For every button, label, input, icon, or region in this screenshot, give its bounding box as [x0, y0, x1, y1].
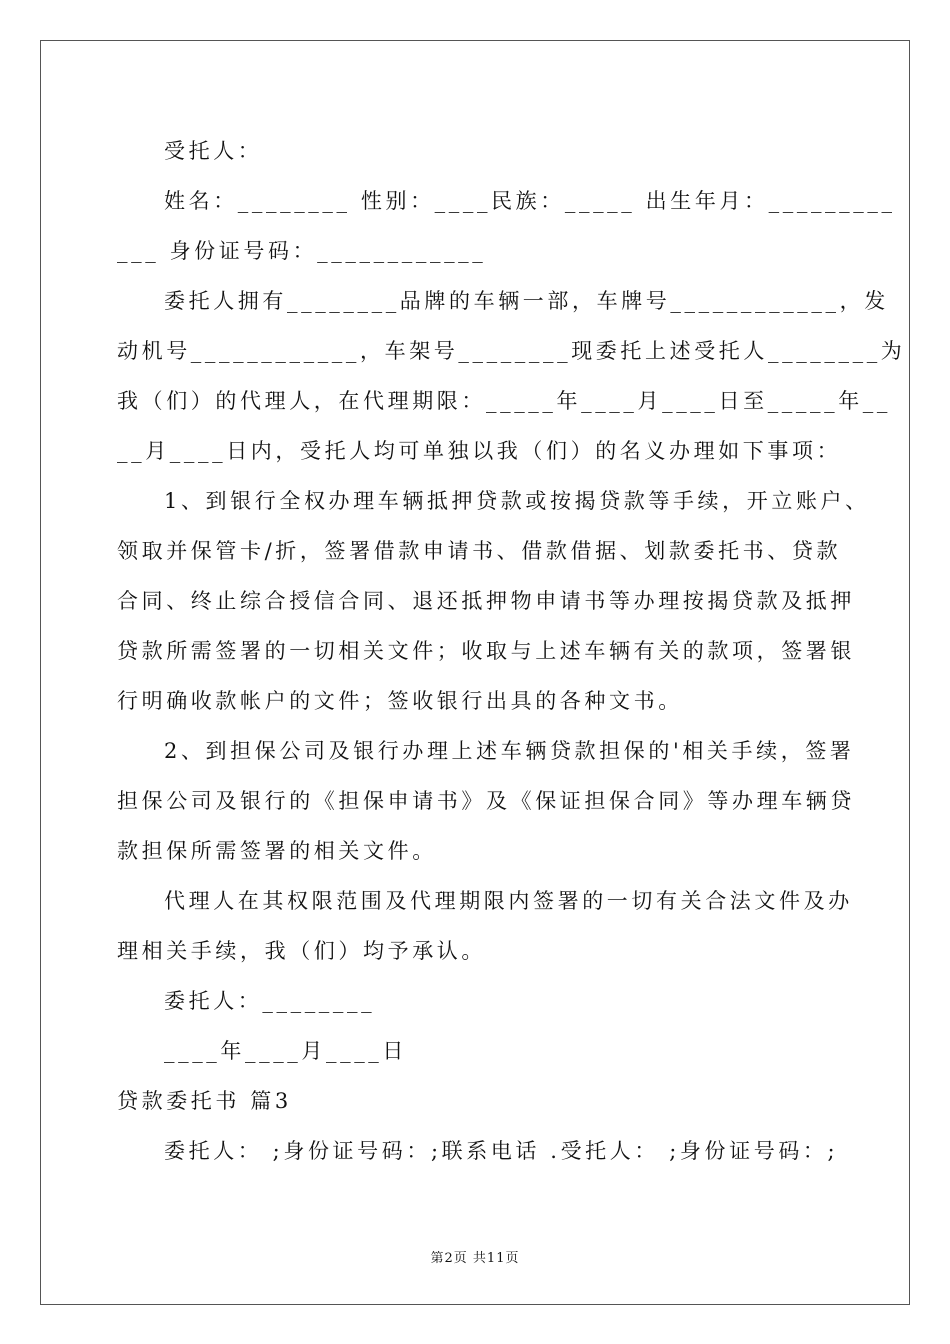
- text-line: 姓名：________ 性别：____民族：_____ 出生年月：_________: [164, 189, 896, 213]
- text-line: 我（们）的代理人，在代理期限：_____年____月____日至_____年__: [117, 389, 891, 413]
- text-line: 行明确收款帐户的文件；签收银行出具的各种文书。: [117, 689, 683, 713]
- text-line: 动机号____________，车架号________现委托上述受托人________为: [117, 339, 906, 363]
- text-line: 合同、终止综合授信合同、退还抵押物申请书等办理按揭贷款及抵押: [117, 589, 855, 613]
- text-line: 贷款所需签署的一切相关文件；收取与上述车辆有关的款项，签署银: [117, 639, 855, 663]
- text-line: 款担保所需签署的相关文件。: [117, 839, 437, 863]
- signature-line: 委托人：________: [164, 989, 376, 1013]
- text-line: 委托人拥有________品牌的车辆一部，车牌号____________，发: [164, 289, 889, 313]
- section-title: 贷款委托书 篇3: [117, 1089, 292, 1113]
- text-line: 受托人：: [164, 139, 263, 163]
- page-footer: 第2页 共11页: [430, 1251, 520, 1266]
- text-line: 2、到担保公司及银行办理上述车辆贷款担保的'相关手续，签署: [164, 739, 855, 763]
- text-line: 理相关手续，我（们）均予承认。: [117, 939, 486, 963]
- text-line: 担保公司及银行的《担保申请书》及《保证担保合同》等办理车辆贷: [117, 789, 855, 813]
- text-line: 1、到银行全权办理车辆抵押贷款或按揭贷款等手续，开立账户、: [164, 489, 870, 513]
- text-line: 代理人在其权限范围及代理期限内签署的一切有关合法文件及办: [164, 889, 853, 913]
- text-line: 领取并保管卡/折，签署借款申请书、借款借据、划款委托书、贷款: [117, 539, 842, 563]
- date-line: ____年____月____日: [164, 1039, 407, 1063]
- text-line: ___ 身份证号码：____________: [117, 239, 487, 263]
- text-line: __月____日内，受托人均可单独以我（们）的名义办理如下事项：: [117, 439, 842, 463]
- page-border: [40, 40, 910, 1305]
- text-line: 委托人： ;身份证号码：;联系电话 .受托人： ;身份证号码：;: [164, 1139, 839, 1163]
